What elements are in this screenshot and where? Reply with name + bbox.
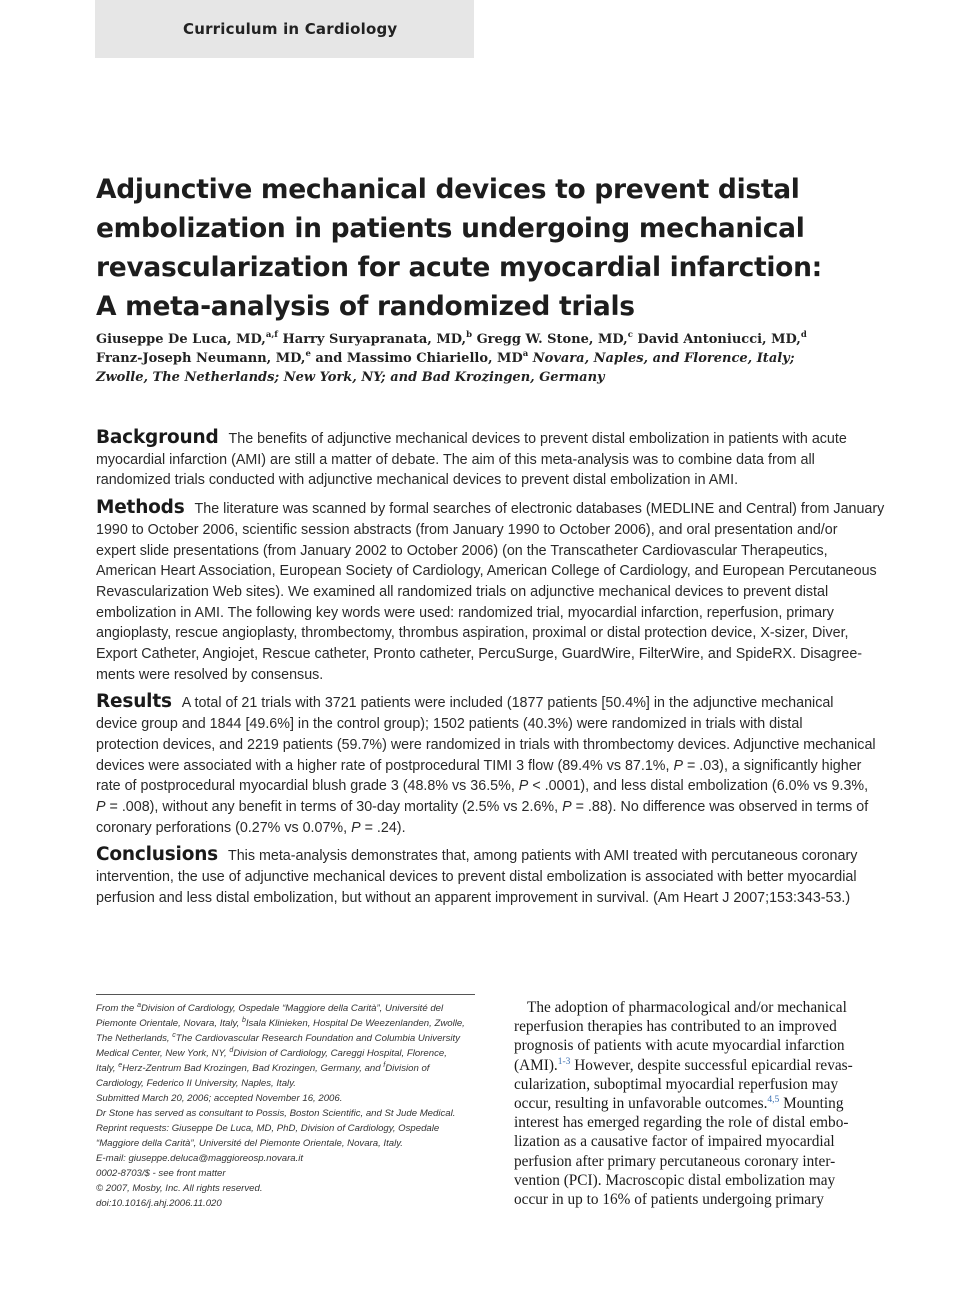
body-line: reperfusion therapies has contributed to an improved (514, 1018, 837, 1036)
author: Harry Suryapranata, MD, (277, 332, 467, 347)
email-link[interactable]: E-mail: giuseppe.deluca@maggioreosp.novara.it (96, 1153, 304, 1164)
title-line: revascularization for acute myocardial infarction: (96, 252, 822, 283)
section-heading: Methods (96, 497, 185, 519)
footnote-line: Italy, $^e$Herz-Zentrum Bad Krozingen, Bad Krozingen, Germany, and $^f$Division of (96, 1062, 430, 1074)
title-line: embolization in patients undergoing mechanical (96, 213, 805, 244)
section-heading: Conclusions (96, 844, 218, 866)
body-line: vention (PCI). Macroscopic distal embolization may (514, 1171, 836, 1189)
author-line (96, 349, 876, 368)
section-header (95, 0, 474, 58)
body-line: interest has emerged regarding the role of distal embo- (514, 1114, 849, 1132)
body-line: prognosis of patients with acute myocardial infarction (514, 1037, 845, 1055)
affiliation-mark: e (305, 349, 311, 359)
author: Franz-Joseph Neumann, MD, (96, 351, 306, 366)
body-text (514, 998, 886, 1209)
body-line: occur in up to 16% of patients undergoing primary (514, 1191, 824, 1209)
citation-link[interactable]: 1-3 (557, 1056, 571, 1067)
body-line: The adoption of pharmacological and/or mechanical (527, 999, 847, 1016)
issn: 0002-8703/$ - see front matter (96, 1168, 226, 1179)
submission-dates: Submitted March 20, 2006; accepted November 16, 2006. (96, 1093, 343, 1104)
footnote-line: Piemonte Orientale, Novara, Italy, $^b$Isala Klinieken, Hospital De Weezenlanden, Zwolle, (96, 1017, 465, 1029)
abstract-results: Results A total of 21 trials with 3721 patients were included (1877 patients [50.4%] in the adjunctive mechanical device group and 1844 [49.6%] in the control group); 1502 patients (40.3%) were randomized in trials with distal protection devices, and 2219 patients (59.7%) were randomized in trials with thrombectomy devices. Adjunctive mechanical devices were associated with a higher rate of postprocedural TIMI 3 flow (89.4% vs 87.1%, P = .03), a significantly higher rate of postprocedural myocardial blush grade 3 (48.8% vs 36.5%, P < .0001), and less distal embolization (6.0% vs 9.3%, P = .008), without any benefit in terms of 30-day mortality (2.5% vs 2.6%, P = .88). No difference was observed in terms of coronary perforations (0.27% vs 0.07%, P = .24). (96, 691, 876, 836)
author: and Massimo Chiariello, MD (310, 351, 523, 366)
title-line: Adjunctive mechanical devices to prevent distal (96, 174, 800, 205)
footnote-divider (96, 994, 475, 995)
affiliation-mark: c (627, 330, 633, 340)
abstract-methods: Methods The literature was scanned by formal searches of electronic databases (MEDLINE and Central) from January 1990 to October 2006, scientific session abstracts (from January 1990 to October 2006), and oral presentation and/or expert slide presentations (from January 2002 to October 2006) (on the Transcatheter Cardiovascular Therapeutics, American Heart Association, European Society of Cardiology, American College of Cardiology, and European Percutaneous Revascularization Web sites). We examined all randomized trials on adjunctive mechanical devices to prevent distal embolization in AMI. The following key words were used: randomized trial, myocardial infarction, reperfusion, primary angioplasty, rescue angioplasty, thrombectomy, thrombus aspiration, proximal or distal protection device, X-sizer, Diver, Export Catheter, Angiojet, Rescue catheter, Pronto catheter, PercuSurge, GuardWire, FilterWire, and SpideRX. Disagree- ments were resolved by consensus. (96, 497, 885, 683)
disclosure: Dr Stone has served as consultant to Possis, Boston Scientific, and St Jude Medical. (96, 1108, 456, 1119)
affiliation-mark: a (522, 349, 529, 359)
abstract-background: Background The benefits of adjunctive mechanical devices to prevent distal embolization in patients with acute myocardial infarction (AMI) are still a matter of debate. The aim of this meta-analysis was to combine data from all randomized trials conducted with adjunctive mechanical devices to prevent distal embolization in AMI. (96, 427, 847, 489)
author: Gregg W. Stone, MD, (472, 332, 628, 347)
author-line (96, 368, 876, 387)
doi-link[interactable]: doi:10.1016/j.ahj.2006.11.020 (96, 1198, 222, 1209)
section-heading: Results (96, 691, 172, 713)
abstract (96, 428, 896, 915)
body-line: lization as a causative factor of impaired myocardial (514, 1133, 835, 1151)
footnote-line: Cardiology, Federico II University, Naples, Italy. (96, 1078, 296, 1089)
author-locations: Zwolle, The Netherlands; New York, NY; and Bad Krozingen, Germany (96, 370, 605, 385)
body-line: (AMI).$^{1-3}$ However, despite successful epicardial revas- (514, 1056, 853, 1074)
author: Giuseppe De Luca, MD, (96, 332, 266, 347)
citation-link[interactable]: 4,5 (767, 1095, 780, 1106)
footnote-line: From the $^a$Division of Cardiology, Ospedale “Maggiore della Carità”, Université del (96, 1002, 444, 1014)
section-label: Curriculum in Cardiology (183, 20, 398, 38)
section-heading: Background (96, 427, 219, 448)
author: David Antoniucci, MD, (632, 332, 801, 347)
footnotes (96, 1001, 476, 1211)
footnote-line: Medical Center, New York, NY, $^d$Division of Cardiology, Careggi Hospital, Florence, (96, 1047, 447, 1059)
footnote-line: The Netherlands, $^c$The Cardiovascular Research Foundation and Columbia University (96, 1032, 460, 1044)
affiliation-mark: d (800, 330, 807, 340)
body-line: occur, resulting in unfavorable outcomes.$^{4,5}$ Mounting (514, 1095, 844, 1113)
author-locations: Novara, Naples, and Florence, Italy; (528, 351, 795, 366)
copyright: © 2007, Mosby, Inc. All rights reserved. (96, 1183, 263, 1194)
reprint-requests: “Maggiore della Carità”, Université del Piemonte Orientale, Novara, Italy. (96, 1138, 403, 1149)
body-line: cularization, suboptimal myocardial reperfusion may (514, 1075, 839, 1093)
reprint-requests: Reprint requests: Giuseppe De Luca, MD, PhD, Division of Cardiology, Ospedale (96, 1123, 440, 1134)
title-line: A meta-analysis of randomized trials (96, 291, 635, 322)
author-list (96, 330, 876, 387)
affiliation-mark: a,f (265, 330, 278, 340)
abstract-conclusions: Conclusions This meta-analysis demonstrates that, among patients with AMI treated with percutaneous coronary intervention, the use of adjunctive mechanical devices to prevent distal embolization is associated with better myocardial perfusion and less distal embolization, but without an apparent improvement in survival. (Am Heart J 2007;153:343-53.) (96, 844, 858, 906)
article-title (96, 170, 876, 326)
body-line: perfusion after primary percutaneous coronary inter- (514, 1152, 836, 1170)
author-line (96, 330, 876, 349)
affiliation-mark: b (466, 330, 473, 340)
